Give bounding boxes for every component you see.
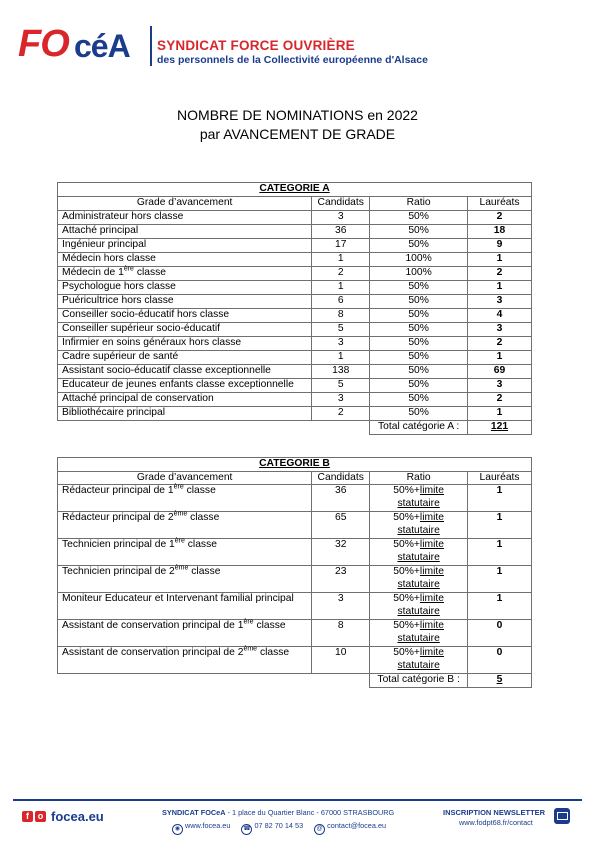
laureats-cell: 0: [468, 620, 532, 647]
ratio-cell: [370, 539, 468, 566]
ratio-cell: 50%: [370, 225, 468, 239]
blank-cell: [58, 421, 370, 435]
laureats-cell: 1: [468, 253, 532, 267]
table-row: [58, 485, 532, 512]
ratio-cell: [370, 593, 468, 620]
grade-text: Assistant de conservation principal de 1: [62, 620, 244, 631]
ratio-cell: 50%: [370, 379, 468, 393]
ratio-text: 50%+: [393, 485, 420, 496]
ratio-cell: 50%: [370, 323, 468, 337]
laureats-cell: 2: [468, 337, 532, 351]
laureats-cell: 2: [468, 393, 532, 407]
grade-cell: Conseiller socio-éducatif hors classe: [58, 309, 312, 323]
at-icon: @: [314, 824, 325, 835]
phone-icon: ☎: [241, 824, 252, 835]
table-row: [58, 647, 532, 674]
table-row: [58, 323, 532, 337]
candidats-cell: 5: [312, 323, 370, 337]
table-row: [58, 379, 532, 393]
table-row: [58, 620, 532, 647]
ratio-text: 50%+: [393, 593, 420, 604]
ratio-cell: 50%: [370, 351, 468, 365]
table-row: [58, 512, 532, 539]
ratio-cell: 100%: [370, 253, 468, 267]
grade-text-suffix: classe: [253, 620, 286, 631]
category-a-header-row: [58, 183, 532, 197]
table-row: [58, 253, 532, 267]
table-row: [58, 295, 532, 309]
instagram-icon[interactable]: o: [35, 811, 46, 822]
table-column-headers: [58, 471, 532, 485]
category-b-title: CATEGORIE B: [58, 458, 532, 472]
grade-text: Technicien principal de 1: [62, 539, 175, 550]
grade-text-suffix: classe: [183, 485, 216, 496]
candidats-cell: 1: [312, 351, 370, 365]
total-value: 5: [468, 674, 532, 688]
grade-cell: [58, 512, 312, 539]
header-divider: [150, 26, 152, 66]
ratio-cell: 50%: [370, 309, 468, 323]
candidats-cell: 10: [312, 647, 370, 674]
laureats-cell: 1: [468, 281, 532, 295]
table-row: [58, 407, 532, 421]
footer-address: [162, 808, 394, 817]
ratio-text-line2: statutaire: [397, 632, 440, 644]
laureats-cell: 1: [468, 512, 532, 539]
table-row: [58, 393, 532, 407]
grade-cell: [58, 593, 312, 620]
grade-text: Rédacteur principal de 2: [62, 512, 174, 523]
candidats-cell: 3: [312, 393, 370, 407]
total-label: Total catégorie A :: [370, 421, 468, 435]
ratio-text: 50%+: [393, 539, 420, 550]
grade-ordinal: ère: [123, 265, 134, 273]
laureats-cell: 1: [468, 407, 532, 421]
ratio-text-line2: statutaire: [397, 578, 440, 590]
ratio-cell: [370, 485, 468, 512]
document-title-line2: par AVANCEMENT DE GRADE: [199, 126, 396, 142]
table-row: [58, 239, 532, 253]
grade-ordinal: ère: [174, 537, 185, 545]
ratio-text-line2: statutaire: [397, 551, 440, 563]
grade-cell: Psychologue hors classe: [58, 281, 312, 295]
candidats-cell: 5: [312, 379, 370, 393]
ratio-text-underlined: limite: [419, 512, 444, 523]
ratio-text: 50%+: [393, 566, 420, 577]
col-header-laureats: Lauréats: [468, 471, 532, 485]
ratio-cell: 50%: [370, 295, 468, 309]
ratio-cell: 50%: [370, 407, 468, 421]
laureats-cell: 2: [468, 211, 532, 225]
grade-cell: Attaché principal: [58, 225, 312, 239]
footer-email[interactable]: @ contact@focea.eu: [314, 821, 386, 835]
grade-ordinal: ère: [243, 618, 254, 626]
footer-social: [22, 809, 104, 824]
table-column-headers: [58, 197, 532, 211]
ratio-text: 50%+: [393, 647, 420, 658]
grade-ordinal: ère: [173, 483, 184, 491]
footer-phone[interactable]: ☎ 07 82 70 14 53: [241, 821, 303, 835]
grade-cell: [58, 647, 312, 674]
ratio-text-line2: statutaire: [397, 659, 440, 671]
candidats-cell: 138: [312, 365, 370, 379]
candidats-cell: 36: [312, 485, 370, 512]
total-value: 121: [468, 421, 532, 435]
col-header-laureats: Lauréats: [468, 197, 532, 211]
blank-cell: [58, 674, 370, 688]
table-row: [58, 309, 532, 323]
category-a-title: CATEGORIE A: [58, 183, 532, 197]
newsletter-link[interactable]: www.fodpt68.fr/contact: [459, 818, 533, 827]
candidats-cell: 65: [312, 512, 370, 539]
laureats-cell: 18: [468, 225, 532, 239]
laureats-cell: 1: [468, 351, 532, 365]
grade-cell: Cadre supérieur de santé: [58, 351, 312, 365]
grade-cell: [58, 620, 312, 647]
col-header-candidats: Candidats: [312, 471, 370, 485]
grade-text-suffix: classe: [188, 566, 221, 577]
grade-cell: Conseiller supérieur socio-éducatif: [58, 323, 312, 337]
footer-divider: [13, 799, 582, 801]
ratio-cell: [370, 620, 468, 647]
candidats-cell: 8: [312, 309, 370, 323]
laureats-cell: 1: [468, 593, 532, 620]
union-subtitle: des personnels de la Collectivité européenne d'Alsace: [157, 54, 428, 66]
ratio-cell: 50%: [370, 337, 468, 351]
globe-icon: ◉: [172, 824, 183, 835]
total-row: [58, 674, 532, 688]
table-row: [58, 365, 532, 379]
table-row: [58, 539, 532, 566]
grade-cell: Infirmier en soins généraux hors classe: [58, 337, 312, 351]
ratio-text-underlined: limite: [419, 539, 444, 550]
table-row: [58, 211, 532, 225]
ratio-cell: 50%: [370, 211, 468, 225]
ratio-text-underlined: limite: [419, 593, 444, 604]
grade-cell: Administrateur hors classe: [58, 211, 312, 225]
ratio-cell: [370, 566, 468, 593]
laureats-cell: 1: [468, 566, 532, 593]
ratio-text-underlined: limite: [419, 647, 444, 658]
grade-text-suffix: classe: [257, 647, 290, 658]
grade-cell: Médecin hors classe: [58, 253, 312, 267]
ratio-cell: 100%: [370, 267, 468, 281]
candidats-cell: 32: [312, 539, 370, 566]
laureats-cell: 1: [468, 485, 532, 512]
grade-ordinal: ème: [243, 645, 258, 653]
table-row: [58, 337, 532, 351]
footer-contacts: [172, 821, 386, 835]
footer-org: SYNDICAT FOCeA: [162, 808, 226, 817]
footer-social-handle[interactable]: focea.eu: [51, 809, 104, 824]
col-header-candidats: Candidats: [312, 197, 370, 211]
union-title: SYNDICAT FORCE OUVRIÈRE: [157, 38, 355, 53]
ratio-text-underlined: limite: [419, 620, 444, 631]
table-row: [58, 566, 532, 593]
ratio-cell: 50%: [370, 281, 468, 295]
category-a-table: [57, 182, 532, 435]
laureats-cell: 3: [468, 295, 532, 309]
grade-cell: Puéricultrice hors classe: [58, 295, 312, 309]
logo-fo-text: FO: [18, 23, 69, 65]
table-row: [58, 351, 532, 365]
candidats-cell: 23: [312, 566, 370, 593]
grade-cell: [58, 566, 312, 593]
grade-text: Moniteur Educateur et Intervenant familial principal: [62, 593, 294, 604]
category-b-header-row: [58, 458, 532, 472]
facebook-icon[interactable]: f: [22, 811, 33, 822]
grade-text: Assistant de conservation principal de 2: [62, 647, 244, 658]
grade-text: Technicien principal de 2: [62, 566, 175, 577]
table-row: [58, 267, 532, 281]
newsletter-title: INSCRIPTION NEWSLETTER: [443, 808, 546, 817]
candidats-cell: 2: [312, 267, 370, 281]
col-header-ratio: Ratio: [370, 471, 468, 485]
table-row: [58, 593, 532, 620]
candidats-cell: 8: [312, 620, 370, 647]
logo-cea-text: céA: [74, 28, 130, 64]
laureats-cell: 2: [468, 267, 532, 281]
total-row: [58, 421, 532, 435]
candidats-cell: 3: [312, 211, 370, 225]
grade-cell: [58, 267, 312, 281]
ratio-text-line2: statutaire: [397, 497, 440, 509]
ratio-text-underlined: limite: [419, 566, 444, 577]
col-header-grade: Grade d’avancement: [58, 471, 312, 485]
candidats-cell: 2: [312, 407, 370, 421]
total-label: Total catégorie B :: [370, 674, 468, 688]
grade-cell: Educateur de jeunes enfants classe exceptionnelle: [58, 379, 312, 393]
candidats-cell: 36: [312, 225, 370, 239]
laureats-cell: 9: [468, 239, 532, 253]
category-b-table: [57, 457, 532, 688]
laureats-cell: 4: [468, 309, 532, 323]
table-row: [58, 281, 532, 295]
col-header-ratio: Ratio: [370, 197, 468, 211]
candidats-cell: 1: [312, 281, 370, 295]
grade-cell: Ingénieur principal: [58, 239, 312, 253]
grade-ordinal: ème: [173, 510, 188, 518]
grade-text-suffix: classe: [184, 539, 217, 550]
candidats-cell: 6: [312, 295, 370, 309]
grade-text-suffix: classe: [187, 512, 220, 523]
grade-cell: [58, 485, 312, 512]
grade-cell: [58, 539, 312, 566]
grade-cell: Attaché principal de conservation: [58, 393, 312, 407]
grade-text-suffix: classe: [133, 267, 167, 278]
laureats-cell: 0: [468, 647, 532, 674]
candidats-cell: 3: [312, 593, 370, 620]
ratio-cell: 50%: [370, 393, 468, 407]
candidats-cell: 3: [312, 337, 370, 351]
ratio-text: 50%+: [393, 512, 420, 523]
laureats-cell: 3: [468, 323, 532, 337]
ratio-cell: [370, 647, 468, 674]
ratio-text-underlined: limite: [419, 485, 444, 496]
grade-cell: Bibliothécaire principal: [58, 407, 312, 421]
grade-cell: Assistant socio-éducatif classe exceptionnelle: [58, 365, 312, 379]
footer-web[interactable]: ◉ www.focea.eu: [172, 821, 230, 835]
ratio-text-line2: statutaire: [397, 605, 440, 617]
ratio-cell: 50%: [370, 365, 468, 379]
footer-address-text: - 1 place du Quartier Blanc - 67000 STRASBOURG: [225, 808, 395, 817]
grade-ordinal: ème: [174, 564, 189, 572]
ratio-cell: 50%: [370, 239, 468, 253]
ratio-text-line2: statutaire: [397, 524, 440, 536]
mail-icon[interactable]: [554, 808, 570, 824]
laureats-cell: 3: [468, 379, 532, 393]
laureats-cell: 1: [468, 539, 532, 566]
laureats-cell: 69: [468, 365, 532, 379]
ratio-cell: [370, 512, 468, 539]
ratio-text: 50%+: [393, 620, 420, 631]
col-header-grade: Grade d’avancement: [58, 197, 312, 211]
candidats-cell: 1: [312, 253, 370, 267]
table-row: [58, 225, 532, 239]
candidats-cell: 17: [312, 239, 370, 253]
document-title-line1: NOMBRE DE NOMINATIONS en 2022: [177, 107, 418, 123]
grade-text: Rédacteur principal de 1: [62, 485, 174, 496]
grade-text: Médecin de 1: [62, 267, 124, 278]
